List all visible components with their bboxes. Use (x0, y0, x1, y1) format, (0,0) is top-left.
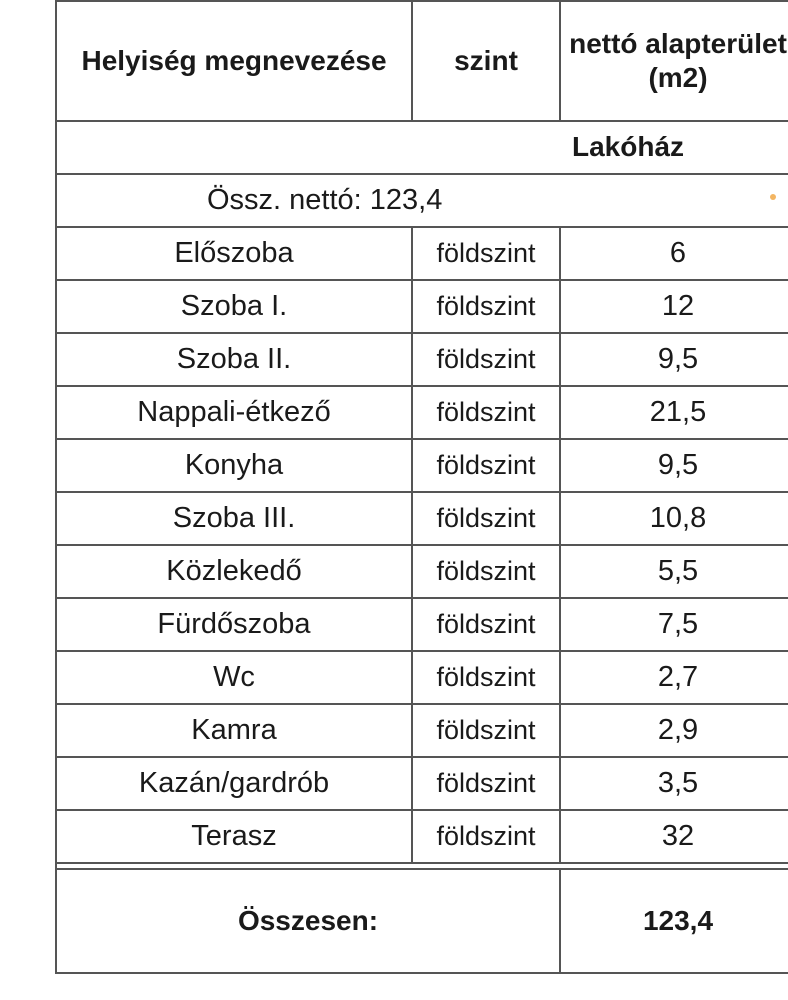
room-level-cell: földszint (412, 439, 560, 492)
table-row (56, 757, 788, 810)
room-area-cell: 6 (560, 227, 788, 280)
table-row (56, 598, 788, 651)
room-area-cell: 10,8 (560, 492, 788, 545)
summary-row (56, 174, 788, 227)
summary-net-total: Össz. nettó: 123,4 (56, 174, 788, 227)
total-label: Összesen: (56, 869, 560, 973)
room-level-cell: földszint (412, 280, 560, 333)
room-area-cell: 2,9 (560, 704, 788, 757)
room-name-cell: Közlekedő (56, 545, 412, 598)
table-row (56, 810, 788, 863)
table-row (56, 704, 788, 757)
table-header-row (56, 1, 788, 121)
room-name-cell: Kamra (56, 704, 412, 757)
room-level-cell: földszint (412, 492, 560, 545)
table-row (56, 333, 788, 386)
room-area-cell: 9,5 (560, 333, 788, 386)
header-level: szint (412, 1, 560, 121)
room-name-cell: Terasz (56, 810, 412, 863)
room-name-cell: Szoba II. (56, 333, 412, 386)
room-area-cell: 7,5 (560, 598, 788, 651)
section-title: Lakóház (56, 121, 788, 174)
room-level-cell: földszint (412, 651, 560, 704)
room-name-cell: Előszoba (56, 227, 412, 280)
room-name-cell: Kazán/gardrób (56, 757, 412, 810)
total-value: 123,4 (560, 869, 788, 973)
room-level-cell: földszint (412, 227, 560, 280)
header-room-name: Helyiség megnevezése (56, 1, 412, 121)
table-row (56, 439, 788, 492)
table-row (56, 386, 788, 439)
room-level-cell: földszint (412, 545, 560, 598)
header-net-area: nettó alapterület (m2) (560, 1, 788, 121)
room-level-cell: földszint (412, 757, 560, 810)
room-name-cell: Szoba I. (56, 280, 412, 333)
room-name-cell: Fürdőszoba (56, 598, 412, 651)
room-area-cell: 21,5 (560, 386, 788, 439)
room-level-cell: földszint (412, 810, 560, 863)
room-area-cell: 9,5 (560, 439, 788, 492)
room-level-cell: földszint (412, 386, 560, 439)
room-level-cell: földszint (412, 704, 560, 757)
table-row (56, 280, 788, 333)
section-row (56, 121, 788, 174)
table-row (56, 492, 788, 545)
room-area-cell: 3,5 (560, 757, 788, 810)
room-name-cell: Konyha (56, 439, 412, 492)
room-name-cell: Szoba III. (56, 492, 412, 545)
room-rows (56, 227, 788, 863)
room-area-cell: 32 (560, 810, 788, 863)
table-row (56, 651, 788, 704)
room-level-cell: földszint (412, 333, 560, 386)
total-row (56, 869, 788, 973)
room-area-table-container (55, 0, 788, 974)
room-area-table (55, 0, 788, 974)
table-row (56, 545, 788, 598)
room-area-cell: 2,7 (560, 651, 788, 704)
table-row (56, 227, 788, 280)
room-name-cell: Nappali-étkező (56, 386, 412, 439)
room-name-cell: Wc (56, 651, 412, 704)
room-area-cell: 12 (560, 280, 788, 333)
stray-dot-mark (770, 194, 776, 200)
room-level-cell: földszint (412, 598, 560, 651)
room-area-cell: 5,5 (560, 545, 788, 598)
